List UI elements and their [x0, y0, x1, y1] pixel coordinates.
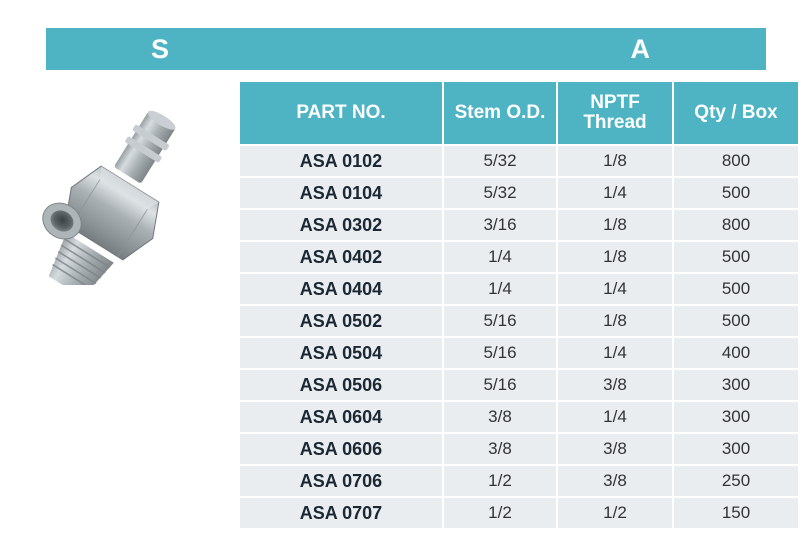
cell-nptf-thread: 1/2 [558, 498, 672, 528]
cell-stem-od: 3/8 [444, 434, 556, 464]
column-header-nptf-line1: NPTF [590, 92, 640, 114]
cell-qty-box: 500 [674, 178, 798, 208]
table-row [240, 402, 798, 432]
table-row [240, 210, 798, 240]
cell-stem-od: 3/8 [444, 402, 556, 432]
fitting-illustration [20, 105, 225, 285]
table-row [240, 370, 798, 400]
cell-part-no: ASA 0104 [240, 178, 442, 208]
cell-nptf-thread: 1/4 [558, 402, 672, 432]
table-header-row [240, 82, 798, 144]
cell-part-no: ASA 0606 [240, 434, 442, 464]
cell-nptf-thread: 3/8 [558, 434, 672, 464]
cell-stem-od: 5/32 [444, 146, 556, 176]
cell-nptf-thread: 1/8 [558, 242, 672, 272]
specification-table [238, 80, 800, 530]
table-row [240, 178, 798, 208]
cell-qty-box: 300 [674, 434, 798, 464]
cell-nptf-thread: 1/4 [558, 178, 672, 208]
cell-part-no: ASA 0102 [240, 146, 442, 176]
cell-stem-od: 5/16 [444, 306, 556, 336]
table-row [240, 466, 798, 496]
column-header-part-no: PART NO. [240, 82, 442, 144]
cell-part-no: ASA 0506 [240, 370, 442, 400]
cell-part-no: ASA 0302 [240, 210, 442, 240]
cell-part-no: ASA 0706 [240, 466, 442, 496]
cell-nptf-thread: 1/8 [558, 306, 672, 336]
cell-qty-box: 800 [674, 146, 798, 176]
cell-qty-box: 800 [674, 210, 798, 240]
column-header-stem-od: Stem O.D. [444, 82, 556, 144]
table-row [240, 306, 798, 336]
cell-nptf-thread: 1/8 [558, 146, 672, 176]
table-row [240, 274, 798, 304]
cell-nptf-thread: 1/4 [558, 274, 672, 304]
cell-qty-box: 250 [674, 466, 798, 496]
banner-left-label: S [151, 33, 171, 64]
cell-stem-od: 1/2 [444, 498, 556, 528]
cell-qty-box: 500 [674, 242, 798, 272]
cell-part-no: ASA 0402 [240, 242, 442, 272]
table-row [240, 242, 798, 272]
column-header-qty-box: Qty / Box [674, 82, 798, 144]
cell-qty-box: 300 [674, 402, 798, 432]
cell-stem-od: 5/16 [444, 370, 556, 400]
cell-stem-od: 5/16 [444, 338, 556, 368]
banner-right-label: A [630, 33, 651, 64]
cell-nptf-thread: 3/8 [558, 370, 672, 400]
cell-part-no: ASA 0502 [240, 306, 442, 336]
cell-part-no: ASA 0504 [240, 338, 442, 368]
product-photo [20, 105, 225, 285]
cell-nptf-thread: 3/8 [558, 466, 672, 496]
specification-table-container [238, 80, 792, 530]
cell-qty-box: 400 [674, 338, 798, 368]
column-header-nptf-thread [558, 82, 672, 144]
cell-nptf-thread: 1/4 [558, 338, 672, 368]
cell-part-no: ASA 0604 [240, 402, 442, 432]
cell-stem-od: 1/4 [444, 274, 556, 304]
cell-qty-box: 300 [674, 370, 798, 400]
table-row [240, 146, 798, 176]
section-banner [46, 28, 766, 70]
column-header-nptf-line2: Thread [583, 112, 647, 133]
cell-qty-box: 500 [674, 274, 798, 304]
cell-qty-box: 150 [674, 498, 798, 528]
table-row [240, 338, 798, 368]
cell-stem-od: 1/2 [444, 466, 556, 496]
cell-nptf-thread: 1/8 [558, 210, 672, 240]
cell-stem-od: 5/32 [444, 178, 556, 208]
table-row [240, 498, 798, 528]
cell-part-no: ASA 0707 [240, 498, 442, 528]
table-row [240, 434, 798, 464]
cell-stem-od: 1/4 [444, 242, 556, 272]
cell-stem-od: 3/16 [444, 210, 556, 240]
cell-part-no: ASA 0404 [240, 274, 442, 304]
cell-qty-box: 500 [674, 306, 798, 336]
